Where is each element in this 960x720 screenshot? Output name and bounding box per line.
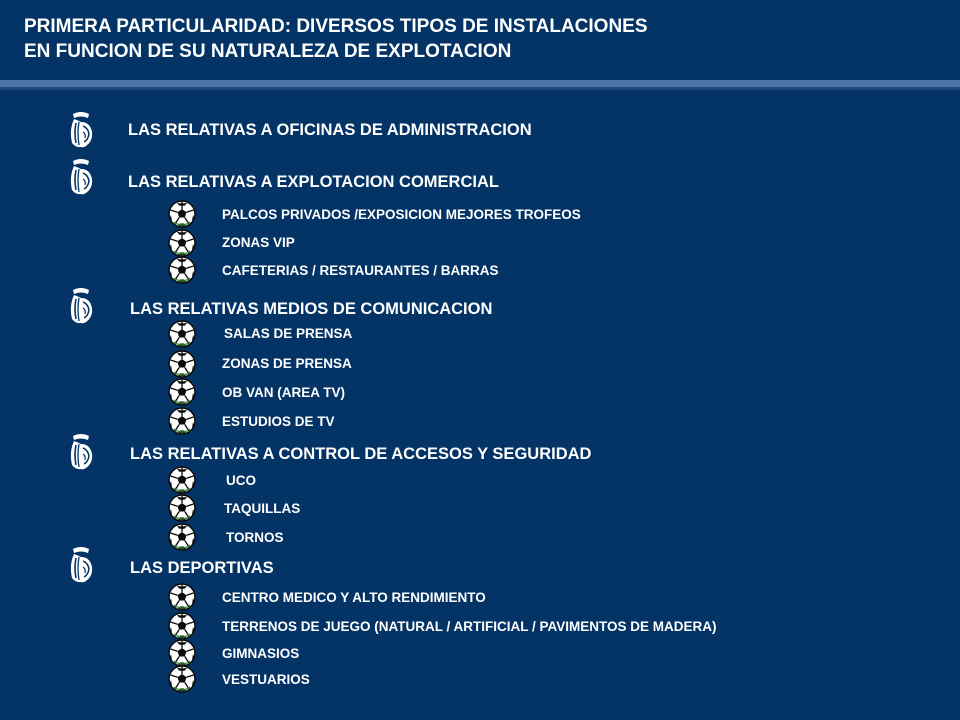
real-madrid-crest-icon	[66, 157, 96, 197]
list-item: TAQUILLAS	[224, 501, 301, 516]
section-heading-explotacion-comercial: LAS RELATIVAS A EXPLOTACION COMERCIAL	[128, 173, 499, 191]
soccer-ball-icon	[168, 350, 196, 378]
list-item: GIMNASIOS	[222, 646, 300, 661]
list-item: TORNOS	[226, 530, 284, 545]
soccer-ball-icon	[168, 200, 196, 228]
section-heading-control-accesos: LAS RELATIVAS A CONTROL DE ACCESOS Y SEGURIDAD	[130, 445, 592, 463]
soccer-ball-icon	[168, 665, 196, 693]
soccer-ball-icon	[168, 229, 196, 257]
title-line-1: PRIMERA PARTICULARIDAD: DIVERSOS TIPOS DE INSTALACIONES	[24, 16, 648, 37]
list-item: PALCOS PRIVADOS /EXPOSICION MEJORES TROFEOS	[222, 207, 581, 222]
real-madrid-crest-icon	[66, 432, 96, 472]
soccer-ball-icon	[168, 523, 196, 551]
list-item: VESTUARIOS	[222, 672, 310, 687]
real-madrid-crest-icon	[66, 545, 96, 585]
header-divider	[0, 80, 960, 87]
list-item: ESTUDIOS DE TV	[222, 414, 335, 429]
real-madrid-crest-icon	[66, 110, 96, 150]
section-heading-medios-comunicacion: LAS RELATIVAS MEDIOS DE COMUNICACION	[130, 300, 493, 318]
soccer-ball-icon	[168, 583, 196, 611]
soccer-ball-icon	[168, 466, 196, 494]
list-item: UCO	[226, 473, 256, 488]
list-item: ZONAS DE PRENSA	[222, 356, 352, 371]
soccer-ball-icon	[168, 494, 196, 522]
soccer-ball-icon	[168, 639, 196, 667]
list-item: ZONAS VIP	[222, 235, 295, 250]
real-madrid-crest-icon	[66, 286, 96, 326]
list-item: SALAS DE PRENSA	[224, 326, 353, 341]
header-divider-shadow	[0, 87, 960, 90]
section-heading-deportivas: LAS DEPORTIVAS	[130, 559, 274, 577]
list-item: CAFETERIAS / RESTAURANTES / BARRAS	[222, 263, 499, 278]
list-item: TERRENOS DE JUEGO (NATURAL / ARTIFICIAL / PAVIMENTOS DE MADERA)	[222, 619, 717, 634]
title-line-2: EN FUNCION DE SU NATURALEZA DE EXPLOTACION	[24, 41, 512, 62]
soccer-ball-icon	[168, 256, 196, 284]
list-item: OB VAN (AREA TV)	[222, 385, 345, 400]
list-item: CENTRO MEDICO Y ALTO RENDIMIENTO	[222, 590, 486, 605]
page-title	[24, 14, 648, 64]
soccer-ball-icon	[168, 612, 196, 640]
soccer-ball-icon	[168, 378, 196, 406]
soccer-ball-icon	[168, 407, 196, 435]
soccer-ball-icon	[168, 320, 196, 348]
section-heading-administracion: LAS RELATIVAS A OFICINAS DE ADMINISTRACION	[128, 121, 532, 139]
